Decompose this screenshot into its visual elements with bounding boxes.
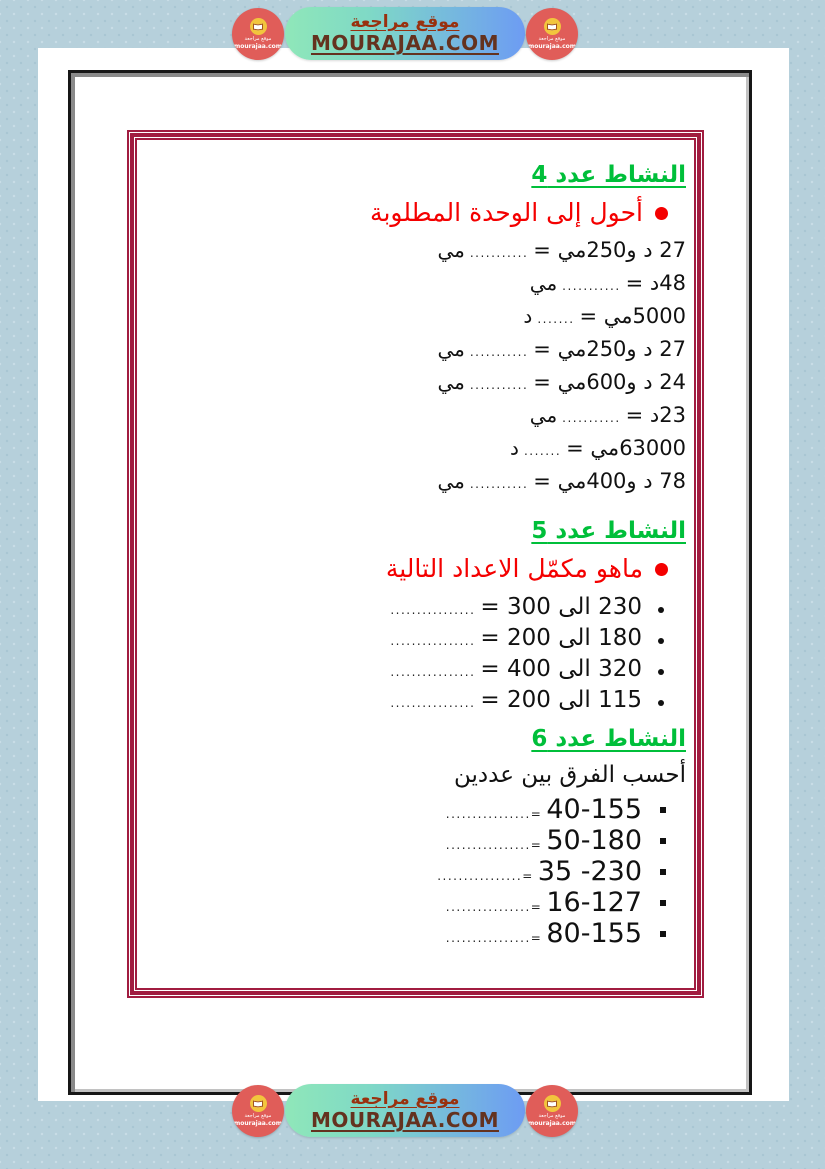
activity6-title: النشاط عدد 6: [531, 726, 686, 752]
activity5-title: النشاط عدد 5: [531, 518, 686, 544]
answer-blank: ...........: [469, 246, 529, 260]
answer-blank: ................: [390, 634, 476, 648]
unit-label: مي: [437, 469, 465, 493]
answer-blank: ...........: [469, 477, 529, 491]
conversion-line: [147, 370, 688, 403]
difference-line: [147, 918, 688, 949]
conversion-line: [147, 403, 688, 436]
complement-line: [147, 687, 688, 718]
unit-label: مي: [437, 238, 465, 262]
answer-blank: ...........: [562, 411, 621, 425]
answer-blank: ................: [390, 696, 476, 710]
difference-expression: 35 -230: [537, 856, 642, 887]
complement-expression: 115 الى 200 =: [480, 687, 642, 713]
bullet-square-icon: [660, 838, 666, 844]
site-badge-icon: [526, 8, 578, 60]
site-link-pill[interactable]: [285, 7, 525, 60]
bullet-red-icon: [655, 563, 668, 576]
book-icon: [250, 18, 267, 35]
bullet-square-icon: [660, 900, 666, 906]
answer-blank: ................: [390, 603, 476, 617]
difference-expression: 50-180: [546, 825, 642, 856]
site-name-arabic: موقع مراجعة: [350, 1089, 460, 1109]
difference-line: [147, 887, 688, 918]
answer-blank: .......: [523, 444, 562, 458]
badge-site-name: موقع مراجعة: [538, 36, 566, 42]
answer-blank: .......: [537, 312, 575, 326]
unit-label: د: [523, 304, 533, 328]
book-icon: [250, 1095, 267, 1112]
badge-site-domain: mourajaa.com: [527, 1120, 577, 1127]
conversion-line: [147, 238, 688, 271]
difference-line: [147, 794, 688, 825]
unit-label: مي: [529, 403, 558, 427]
badge-site-domain: mourajaa.com: [233, 1120, 283, 1127]
answer-blank: ................: [390, 665, 476, 679]
header-banner: [232, 5, 578, 63]
unit-label: مي: [437, 370, 465, 394]
bullet-square-icon: [660, 931, 666, 937]
complement-line: [147, 594, 688, 625]
difference-expression: 16-127: [546, 887, 642, 918]
book-icon: [544, 1095, 561, 1112]
conversion-line: [147, 304, 688, 337]
bullet-dot-icon: [658, 700, 664, 706]
difference-expression: 40-155: [546, 794, 642, 825]
conversion-expression: 27 د و250مي =: [533, 238, 686, 262]
bullet-dot-icon: [658, 638, 664, 644]
badge-site-name: موقع مراجعة: [538, 1113, 566, 1119]
site-name-arabic: موقع مراجعة: [350, 12, 460, 32]
unit-label: مي: [437, 337, 465, 361]
answer-blank: ...........: [469, 345, 529, 359]
decorative-frame: [127, 130, 704, 998]
conversion-expression: 63000مي =: [566, 436, 686, 460]
activity4-prompt-text: أحول إلى الوحدة المطلوبة: [370, 198, 643, 227]
complement-line: [147, 656, 688, 687]
activity5-prompt: [147, 552, 688, 586]
conversion-expression: 24 د و600مي =: [533, 370, 686, 394]
answer-blank: =................: [445, 931, 543, 945]
difference-line: [147, 856, 688, 887]
answer-blank: ...........: [562, 279, 621, 293]
badge-site-name: موقع مراجعة: [244, 1113, 272, 1119]
site-domain-link[interactable]: MOURAJAA.COM: [311, 1108, 499, 1132]
site-badge-icon: [526, 1085, 578, 1137]
conversion-expression: 23د =: [625, 403, 686, 427]
site-badge-icon: [232, 1085, 284, 1137]
answer-blank: =................: [437, 869, 534, 883]
unit-label: د: [510, 436, 519, 460]
activity6-prompt: أحسب الفرق بين عددين: [453, 762, 686, 788]
book-icon: [544, 18, 561, 35]
conversion-expression: 27 د و250مي =: [533, 337, 686, 361]
answer-blank: =................: [445, 807, 543, 821]
difference-expression: 80-155: [546, 918, 642, 949]
answer-blank: =................: [445, 900, 543, 914]
conversion-line: [147, 271, 688, 304]
footer-banner: [232, 1082, 578, 1140]
conversion-line: [147, 469, 688, 502]
bullet-square-icon: [660, 869, 666, 875]
bullet-square-icon: [660, 807, 666, 813]
complement-line: [147, 625, 688, 656]
bullet-red-icon: [655, 207, 668, 220]
bullet-dot-icon: [658, 607, 664, 613]
difference-line: [147, 825, 688, 856]
conversion-expression: 78 د و400مي =: [533, 469, 686, 493]
activity4-prompt: [147, 196, 688, 230]
site-link-pill[interactable]: [285, 1084, 525, 1137]
badge-site-domain: mourajaa.com: [233, 43, 283, 50]
answer-blank: =................: [445, 838, 543, 852]
bullet-dot-icon: [658, 669, 664, 675]
badge-site-name: موقع مراجعة: [244, 36, 272, 42]
unit-label: مي: [529, 271, 558, 295]
complement-expression: 180 الى 200 =: [480, 625, 642, 651]
complement-expression: 320 الى 400 =: [480, 656, 642, 682]
conversion-line: [147, 337, 688, 370]
site-domain-link[interactable]: MOURAJAA.COM: [311, 31, 499, 55]
activity4-title: النشاط عدد 4: [531, 162, 686, 188]
conversion-expression: 48د =: [625, 271, 686, 295]
complement-expression: 230 الى 300 =: [480, 594, 642, 620]
site-badge-icon: [232, 8, 284, 60]
activity5-prompt-text: ماهو مكمّل الاعداد التالية: [385, 554, 643, 583]
worksheet-content: [137, 140, 694, 949]
conversion-line: [147, 436, 688, 469]
answer-blank: ...........: [469, 378, 529, 392]
conversion-expression: 5000مي =: [579, 304, 686, 328]
badge-site-domain: mourajaa.com: [527, 43, 577, 50]
